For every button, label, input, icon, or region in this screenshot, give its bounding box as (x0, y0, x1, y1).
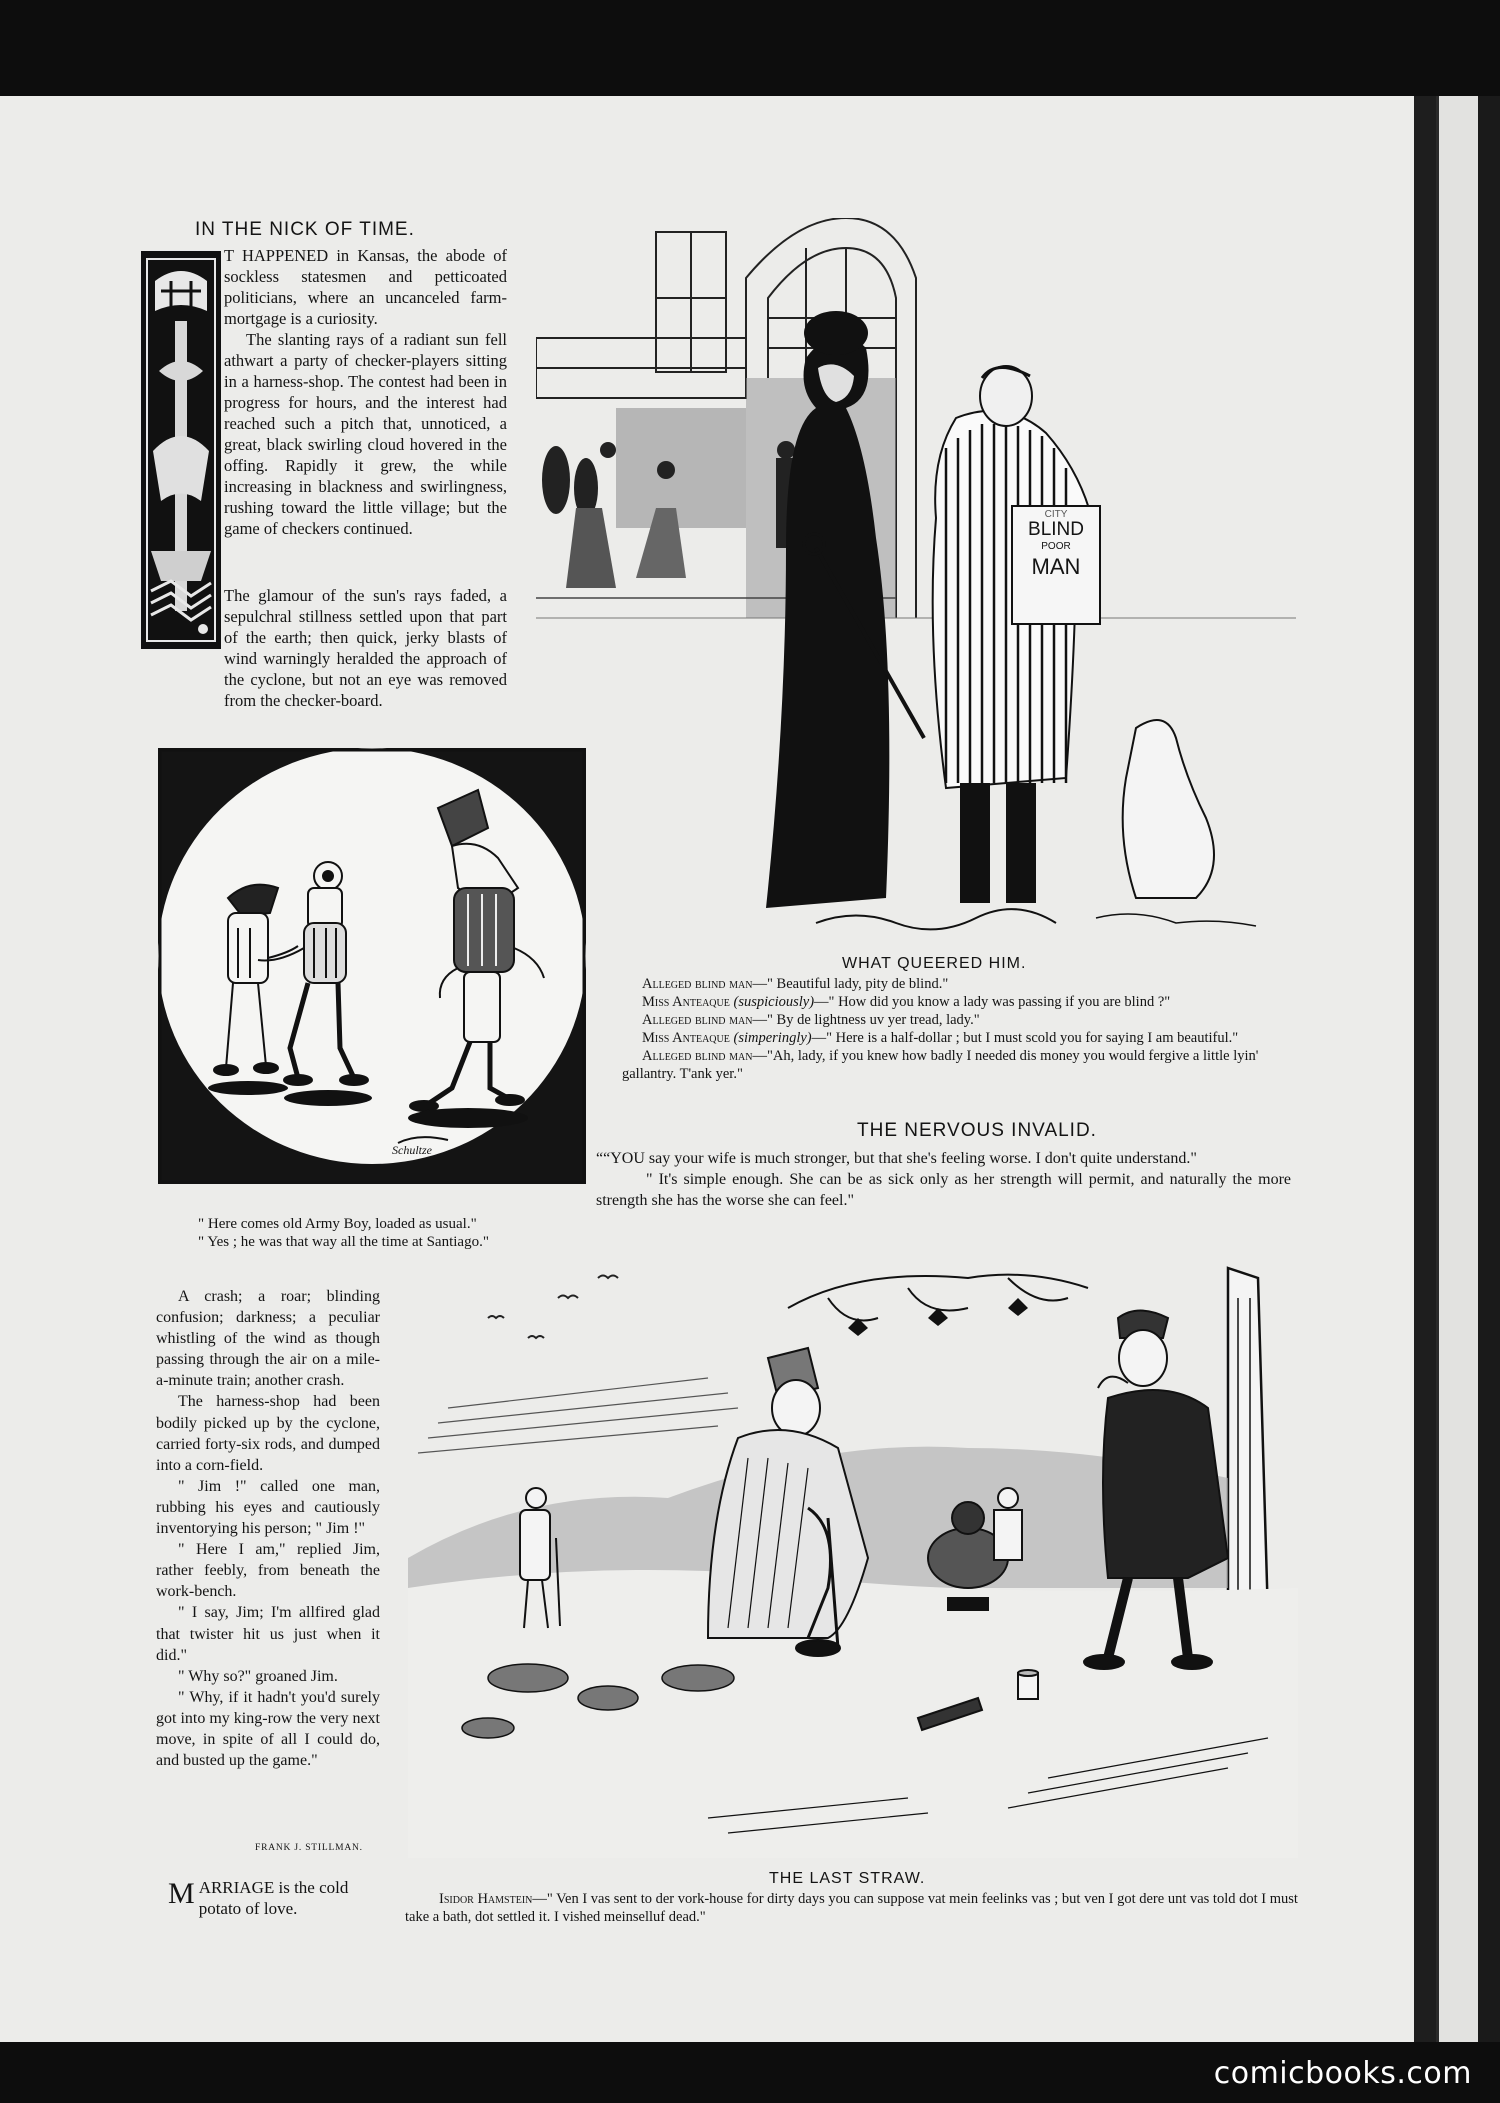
caption-line-1: " Here comes old Army Boy, loaded as usual." (198, 1216, 477, 1232)
filler-text: ARRIAGE is the cold potato of love. (198, 1878, 349, 1918)
paragraph-text: The harness-shop had been bodily picked up by the cyclone, carried forty-six rods, and dumped into a corn-field. (156, 1393, 380, 1474)
dialogue-line: Miss Anteaque (suspiciously)—" How did you know a lady was passing if you are blind ?" (642, 994, 1171, 1010)
page-gutter-shadow (1414, 96, 1436, 2042)
paragraph-text: The glamour of the sun's rays faded, a sepulchral stillness settled upon that part of the earth; then quick, jerky blasts of wind warningly heralded the approach of the cyclone, but not an eye was removed from the checker-board. (224, 586, 507, 710)
sign-text-man: MAN (1031, 554, 1081, 579)
article-nick-of-time-intro (224, 245, 507, 539)
paragraph-text: A crash; a roar; blinding confusion; darkness; a peculiar whistling of the wind as though passing through the air on a mile-a-minute train; another crash. (156, 1288, 380, 1390)
caption-line-2: " Yes ; he was that way all the time at Santiago." (198, 1234, 489, 1250)
article-nick-of-time-para3 (148, 585, 507, 711)
dialogue-line: Miss Anteaque (simperingly)—" Here is a half-dollar ; but I must scold you for saying I am beautiful." (642, 1030, 1239, 1046)
drop-cap-m: M (168, 1877, 195, 1910)
cartoon-dialogue-tramps (405, 1890, 1305, 1926)
cartoon-signature-schultze: Schultze (392, 1143, 432, 1157)
dialogue-line: Alleged blind man—" Beautiful lady, pity de blind." (642, 976, 949, 992)
cartoon-title-last-straw: THE LAST STRAW. (769, 1870, 926, 1887)
lead-in-words: T HAPPENED (224, 246, 329, 265)
blind-man-sign (1011, 505, 1101, 625)
paragraph-text: " It's simple enough. She can be as sick only as her strength will permit, and naturally the more strength she has the worse she can feel." (596, 1171, 1291, 1209)
paragraph-text: " I say, Jim; I'm allfired glad that twister hit us just when it did." (156, 1604, 380, 1664)
article-title-nick-of-time: IN THE NICK OF TIME. (195, 219, 415, 240)
sign-text-blind: BLIND (1028, 519, 1084, 540)
speaker-name: Isidor Hamstein (439, 1891, 533, 1907)
paragraph-text: ““YOU say your wife is much stronger, but that she's feeling worse. I don't quite understand." (596, 1150, 1197, 1167)
article-nervous-invalid-body (596, 1148, 1291, 1211)
article-byline: FRANK J. STILLMAN. (255, 1843, 363, 1853)
dialogue-line: Alleged blind man—"Ah, lady, if you knew how badly I needed dis money you would fergive a little lyin' gallantry. T'ank yer." (622, 1048, 1259, 1082)
cartoon-blind-man-illustration (536, 218, 1296, 938)
paragraph-text: " Why so?" groaned Jim. (178, 1667, 338, 1685)
cartoon-title-what-queered-him: WHAT QUEERED HIM. (842, 955, 1027, 972)
site-watermark: comicbooks.com (1213, 2056, 1472, 2091)
article-title-nervous-invalid: THE NERVOUS INVALID. (857, 1120, 1097, 1141)
paragraph-text: " Jim !" called one man, rubbing his eyes and cautiously inventorying his person; " Jim !" (156, 1477, 380, 1538)
sign-text-city: CITY (1044, 509, 1068, 520)
sign-text-poor: POOR (1041, 541, 1071, 552)
dialogue-text: —" Ven I vas sent to der vork-house for dirty days you can suppose vat mein feelinks vas ; but ven I got dere unt vas told dot I must take a bath, dot settled it. I vished meinselluf dead." (405, 1891, 1298, 1925)
cartoon-dialogue-blind-man (622, 975, 1290, 1083)
paragraph-text: in Kansas, the abode of sockless statesmen and petticoated politicians, where an uncanceled farm-mortgage is a curiosity. (224, 246, 507, 328)
cartoon-revolvers-illustration (158, 748, 586, 1184)
paragraph-text: The slanting rays of a radiant sun fell athwart a party of checker-players sitting in a harness-shop. The contest had been in progress for hours, and the interest had reached such a pitch that, unnoticed, a great, black swirling cloud hovered in the offing. Rapidly it grew, the while increasing in blackness and swirlingness, rushing toward the little village; but the game of checkers continued. (224, 330, 507, 538)
filler-marriage-quip (168, 1877, 388, 1919)
paragraph-text: " Here I am," replied Jim, rather feebly, from beneath the work-bench. (156, 1541, 380, 1601)
article-nick-of-time-continued (156, 1286, 380, 1771)
facing-page-shadow (1478, 96, 1500, 2042)
cartoon-tramps-illustration (408, 1258, 1298, 1858)
cartoon-caption-revolvers (198, 1215, 598, 1251)
paragraph-text: " Why, if it hadn't you'd surely got into my king-row the very next move, in spite of all I could do, and busted up the game." (156, 1688, 380, 1770)
dialogue-line: Alleged blind man—" By de lightness uv yer tread, lady." (642, 1012, 980, 1028)
